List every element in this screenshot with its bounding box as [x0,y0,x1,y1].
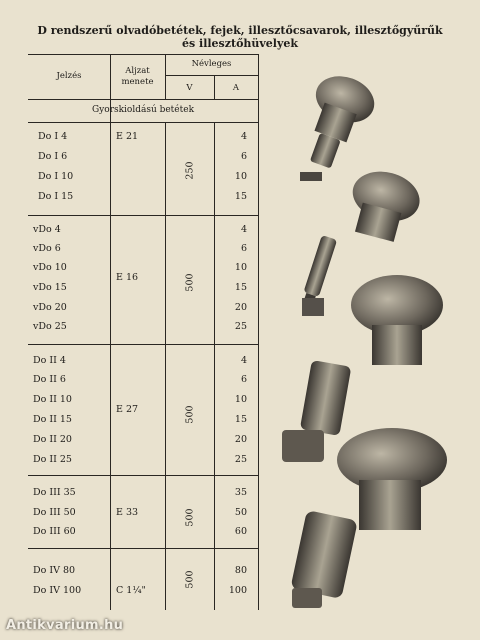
row-code: vDo 15 [33,282,67,293]
row-amp: 15 [234,414,247,425]
group-thread: C 1¼" [116,585,146,596]
fuse-cartridge-2 [300,235,337,308]
group-separator [28,215,258,216]
header-a: A [232,83,240,93]
row-code: Do II 10 [33,394,72,405]
fuse-small-ring-1 [300,172,322,181]
row-code: Do III 50 [33,507,76,518]
fuse-cartridge-4 [290,510,357,599]
header-aljzat-1: Aljzat [125,66,150,76]
row-amp: 4 [240,224,247,235]
row-amp: 15 [234,191,247,202]
fuse-set-2 [342,164,425,245]
group-thread: E 27 [116,404,139,415]
group-separator [28,548,258,549]
row-code: vDo 25 [33,321,67,332]
row-amp: 25 [234,454,247,465]
group-thread: E 33 [116,507,139,518]
row-amp: 60 [234,526,247,537]
row-amp: 20 [234,434,247,445]
section-rule [28,122,258,123]
fuse-set-3 [351,275,443,365]
header-nevleges: Névleges [191,59,232,69]
row-amp: 4 [240,131,247,142]
row-code: Do I 6 [38,151,68,162]
row-code: Do III 60 [33,526,76,537]
fuse-small-ring-2 [302,298,324,316]
row-amp: 6 [240,151,247,162]
row-amp: 80 [234,565,247,576]
row-amp: 20 [234,302,247,313]
group-voltage: 500 [184,405,196,424]
fuse-set-1 [293,68,381,175]
row-amp: 10 [234,394,247,405]
header-jelzes: Jelzés [56,71,82,81]
fuse-small-ring-4 [292,588,322,608]
header-v: V [186,83,193,93]
group-thread: E 16 [116,272,139,283]
header-bottom-rule [28,99,258,100]
row-code: Do II 6 [33,374,66,385]
fuse-small-ring-3 [282,430,324,462]
row-code: Do II 20 [33,434,72,445]
col-rule-3b [214,122,215,610]
row-code: Do II 15 [33,414,72,425]
section-title: Gyorskioldású betétek [91,105,195,115]
row-code: Do I 15 [38,191,74,202]
row-amp: 25 [234,321,247,332]
watermark: Antikvarium.hu [6,618,124,633]
group-voltage: 500 [184,508,196,527]
fuse-set-4 [337,428,447,530]
nevleges-divider [165,75,258,76]
col-rule-1 [110,54,111,610]
row-amp: 35 [234,487,247,498]
table-top-rule [28,54,258,55]
row-code: Do I 10 [38,171,74,182]
row-code: Do II 4 [33,355,66,366]
group-thread: E 21 [116,131,139,142]
fuse-cartridge-3 [300,360,352,436]
row-code: Do IV 100 [33,585,82,596]
row-code: Do II 25 [33,454,72,465]
header-aljzat-2: menete [121,77,154,87]
row-amp: 50 [234,507,247,518]
row-code: vDo 6 [33,243,61,254]
row-amp: 6 [240,243,247,254]
group-voltage: 500 [184,273,196,292]
group-voltage: 500 [184,570,196,589]
group-separator [28,475,258,476]
page-title: D rendszerű olvadóbetétek, fejek, illesztőcsavarok, illesztőgyűrűk [37,24,443,37]
row-amp: 15 [234,282,247,293]
page-subtitle: és illesztőhüvelyek [182,37,298,50]
row-code: vDo 4 [33,224,61,235]
group-separator [28,344,258,345]
row-amp: 100 [228,585,247,596]
row-code: Do III 35 [33,487,76,498]
row-code: Do I 4 [38,131,68,142]
fuse-parts-illustration [262,60,472,620]
row-amp: 6 [240,374,247,385]
row-amp: 10 [234,171,247,182]
row-amp: 10 [234,262,247,273]
row-code: vDo 20 [33,302,67,313]
row-amp: 4 [240,355,247,366]
row-code: vDo 10 [33,262,67,273]
col-rule-2b [165,122,166,610]
col-rule-right [258,54,259,610]
group-voltage: 250 [184,161,196,180]
row-code: Do IV 80 [33,565,76,576]
